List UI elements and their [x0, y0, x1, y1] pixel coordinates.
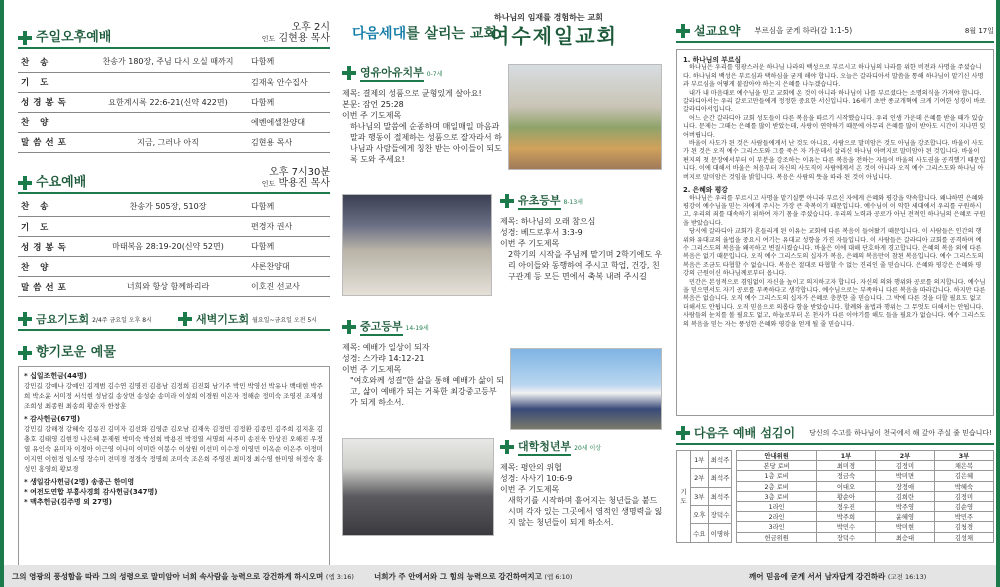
- order-item-label: 성경봉독: [18, 237, 88, 257]
- church-slogan: 하나님의 임재를 경험하는 교회: [494, 13, 603, 22]
- cross-icon: [676, 24, 690, 38]
- youth-bus-photo: [510, 348, 662, 430]
- prayer-person: 장덕수: [708, 505, 732, 523]
- church-motto: 다음세대를 살리는 교회: [352, 26, 498, 42]
- sunday-order-row: [18, 72, 330, 92]
- cross-icon: [342, 66, 356, 80]
- usher-col-header: 안내위원: [737, 451, 817, 461]
- dawn-prayer: 새벽기도회 월요일~금요일 오전 5시: [178, 311, 317, 327]
- usher-cell: 박혜숙: [934, 481, 993, 491]
- right-column: [676, 8, 994, 563]
- wednesday-service-order: [18, 197, 330, 298]
- order-item-detail: [88, 257, 248, 277]
- usher-row: [737, 491, 994, 501]
- sunday-service-title: 주일오후예배: [36, 30, 112, 45]
- footer-verse-2: 너희가 주 안에서와 그 힘의 능력으로 강건하여지고 (엡 6:10): [374, 571, 573, 581]
- next-week-servers-header: 다음주 예배 섬김이 당신의 수고를 하나님이 천국에서 해 갚아 주실 줄 믿습니다!: [676, 424, 994, 445]
- wednesday-order-row: [18, 237, 330, 257]
- usher-cell: 박민수: [816, 522, 875, 532]
- offering-header: 향기로운 예물: [18, 341, 330, 362]
- cross-icon: [342, 320, 356, 334]
- order-item-detail: [88, 217, 248, 237]
- usher-cell: 최승대: [875, 532, 934, 542]
- sermon-date: 8월 17일: [964, 26, 994, 35]
- order-item-detail: [88, 112, 248, 132]
- thanks-names: 강민길 강해경 강혜숙 김동진 김미자 김선화 김영준 김오남 김재욱 김정민 김정환 김종민 김주희 김지훈 김충호 김태영 김현정 나은혜 문제원 박미숙 박선희 박용진 박정열 서명희 서주미 송진욱 안상진 오해진 우정열 유인숙 윤미자 이경아 이근영 이나미 이미란 이봉수 이상원 이선미 이수정 이영민 이옥순 이은주 이정미 이지연 이현정 임소영 장수미 전미경 정경숙 정명희 조미숙 조은희 주영진 최미경 최수영 한미영 허정숙 홍성민 홍영희 황보경: [24, 425, 323, 473]
- cross-icon: [178, 312, 192, 326]
- sermon-title: 부르심을 굳게 하라(갈 1:1-5): [754, 26, 853, 35]
- order-item-label: 찬 송: [18, 52, 88, 72]
- masthead: [342, 8, 664, 48]
- order-item-label: 찬 양: [18, 112, 88, 132]
- wednesday-service-leader: 박용진 목사: [278, 177, 330, 189]
- usher-cell: 김성채: [934, 532, 993, 542]
- prayer-label: 기도: [677, 451, 691, 543]
- usher-cell: 이대오: [816, 481, 875, 491]
- order-item-person: 다함께: [248, 197, 330, 217]
- cross-icon: [500, 194, 514, 208]
- order-item-detail: 요한계시록 22:6-21(신약 422면): [88, 92, 248, 112]
- usher-col-header: 1부: [816, 451, 875, 461]
- usher-cell: 장덕수: [816, 532, 875, 542]
- order-item-person: 김재욱 안수집사: [248, 72, 330, 92]
- usher-cell: 정금숙: [816, 471, 875, 481]
- verse-footer: [4, 565, 996, 587]
- usher-cell: 김정미: [875, 461, 934, 471]
- sunday-order-row: [18, 92, 330, 112]
- usher-cell: 김정미: [934, 491, 993, 501]
- usher-row: [737, 481, 994, 491]
- cross-icon: [18, 176, 32, 190]
- order-item-person: 김현용 목사: [248, 132, 330, 152]
- middle-column: [342, 8, 664, 563]
- sunday-service-time: 오후 2시: [291, 22, 330, 33]
- cross-icon: [676, 426, 690, 440]
- dept-preschool: 영유아유치부 0-7세 제목: 결제의 성품으로 균형있게 살아요! 본문: 잠언 25:28 이번 주 기도제목 하나님의 말씀에 순종하며 매일매일 마음과 말과 행동이 절제하는 성품으로 잘자라서 하나님과 사람들에게 칭찬 받는 아이들이 되도록 도와 주세요!: [342, 58, 664, 188]
- prayer-person: 최석주: [708, 469, 732, 487]
- usher-cell: 윤혜영: [875, 512, 934, 522]
- order-item-person: 이호진 선교사: [248, 277, 330, 297]
- footer-verse-3: 깨어 믿음에 굳게 서서 남자답게 강건하라 (고전 16:13): [749, 571, 927, 581]
- cross-icon: [18, 346, 32, 360]
- sunday-service-leader: 김현용 목사: [278, 33, 330, 44]
- usher-cell: 정우진: [816, 501, 875, 511]
- usher-cell: 박주희: [816, 512, 875, 522]
- usher-cell: 3라인: [737, 522, 817, 532]
- dept-youth: 중고등부 14-19세 제목: 예배가 일상이 되자 성경: 스가랴 14:12-21 이번 주 기도제목 "여호와께 성결"한 삶을 통해 예배가 삶이 되고, 삶이 예배가 되는 거룩한 최강중고등부가 되게 하소서.: [342, 314, 664, 434]
- order-item-detail: 찬송가 180장, 주님 다시 오실 때까지: [88, 52, 248, 72]
- usher-cell: 박미현: [875, 522, 934, 532]
- tithe-names: 강민길 강예나 강예인 김계범 김수연 김명진 김용남 김정희 김진회 남기주 박민 박영선 박유나 백대현 박주희 박소윤 서미정 서석현 성남길 송상면 송성순 송미라 이성희 이경원 이은자 정해순 정미숙 조영진 조재성 조희성 최종원 최송희 황순자 한창훈: [24, 382, 323, 410]
- sunday-service-order: [18, 52, 330, 153]
- usher-row: [737, 501, 994, 511]
- prayer-person: 최석주: [708, 487, 732, 505]
- order-item-person: 다함께: [248, 237, 330, 257]
- usher-cell: 황순아: [816, 491, 875, 501]
- usher-cell: 1층 로비: [737, 471, 817, 481]
- order-item-detail: 마태복음 28:19-20(신약 52면): [88, 237, 248, 257]
- prayer-person: 이명하: [708, 524, 732, 542]
- sermon-summary: 1. 하나님의 부르심 하나님은 우리를 영광스러운 하나님 나라의 백성으로 부르시고 하나님의 나라를 위한 비전과 사명을 주셨습니다. 하나님의 백성은 부르심과 택하심을 굳게 해야 합니다. 오늘은 갈라디아서 말씀을 통해 하나님이 맡기신 사명과 부르심을 어떻게 붙잡아야 하는지 은혜를 나누겠습니다. 내가 내 마음대로 예수님을 믿고 교회에 온 것이 아니라 하나님이 나를 부르셨다는 소명의식을 가져야 합니다. 갈라디아서는 우리 갈로고만들에게 정정한 중요한 서신입니다. 16세기 초반 종교개혁에 크게 기여한 성경이 바로 갈라디아서입니다. 어느 순간 갈라디아 교회 성도들이 다른 복음을 따르기 시작했습니다. 우리 인생 가운데 은혜를 받을 때가 있습니다. 문제는 그때는 은혜를 많이 받았는데, 사랑이 연약하기 때문에 아무리 은혜를 많이 받아도 시간이 지나면 잊어버립니다. 바울이 사도가 된 것은 사람들에게서 난 것도 아니요, 사람으로 말미암은 것도 아님을 강조합니다. 바울이 사도가 된 것은 오직 예수 그리스도와 그를 죽은 자 가운데서 살리신 하나님 아버지로 말미암아 된 것입니다. 바울이 편지의 첫 문장에서부터 이 부분을 강조하는 이유는 다른 복음을 전하는 자들이 바울의 사도권을 공격했기 때문입니다. 이에 대해서 바울은 처음부터 자신의 사도직이 사람에게서 온 것이 아니라 오직 예수 그리스도와 하나님 아버지로 말미암은 것임을 밝힙니다. 복음은 사람의 뜻을 따라 된 것이 아닙니다. 2. 은혜와 평강 하나님은 우리를 부르시고 사명을 맡기실뿐 아니라 부르신 자에게 은혜와 평강을 약속합니다. 왜냐하면 은혜와 평강이 예수님을 믿는 자에게 주시는 가장 큰 축복이기 때문입니다. 예수님이 이 악한 세대에서 우리를 구원하시고, 우리의 죄를 대속하기 위하여 자기 몸을 주셨습니다. 우리의 노력과 공로가 아닌 전적인 하나님의 은혜로 구원을 받았습니다. 당시에 갈라디아 교회가 흔들리게 된 이유는 교회에 다른 복음이 들어왔기 때문입니다. 이 사람들은 인간의 행위와 유대교의 율법을 중요시 여기는 유대교 성향을 가진 자들입니다. 이 사람들은 갈라디아 교회를 공격하며 예수 그리스도의 복음을 왜곡하고 변질시켰습니다. 바울은 이에 대해 단호하게 경고합니다. 은혜의 복음 외에 다른 복음은 없기 때문입니다. 오직 예수 그리스도의 십자가 복음, 은혜의 복음만이 참된 복음입니다. 예수 그리스도의 복음은 조금도 타협할 수 없습니다. 복음은 절대로 타협할 수 없는 진리인 줄 믿습니다. 은혜와 평강은 은혜와 평강의 근원이신 하나님께로부터 옵니다. 민간은 본성적으로 겸임없이 자신을 높이고 의지하고자 합니다. 자신의 의와 행위와 공로를 의지합니다. 예수님을 믿으면서도 자기 공로를 부족하다고 생각합니다. 예수님으로는 부족하니 다른 복음을 따라갑니다. 하지만 다른 복음은 없습니다. 오직 예수 그리스도의 십자가 은혜로 충분한 줄 믿습니다. 그 박에 다른 것을 더할 필요도 없고 더해서도 안됩니다. 오직 믿음으로 의롭다 함을 받았습니다. 할례와 율법과 행위는 그 무엇도 더해서는 안됩니다. 사람들의 눈치를 볼 필요도 없고, 하늘로부터 온 천사가 다른 이야기를 해도 들을 필요가 없습니다. 예수 그리스도의 복음을 믿는 자는 풍성한 은혜와 평강을 얻게 될 줄 믿습니다.: [676, 49, 994, 416]
- usher-cell: 김희란: [875, 491, 934, 501]
- usher-cell: 1라인: [737, 501, 817, 511]
- elementary-photo: [342, 194, 492, 296]
- prayer-service: 2부: [691, 469, 709, 487]
- offering-list: * 십일조헌금(44명) 강민길 강예나 강예인 김계범 김수연 김명진 김용남 김정희 김진회 남기주 박민 박영선 박유나 백대현 박주희 박소윤 서미정 서석현 성남길 송상면 송성순 송미라 이성희 이경원 이은자 정해순 정미숙 조영진 조재성 조희성 최종원 최송희 황순자 한창훈 * 감사헌금(67명) 강민길 강해경 강혜숙 김동진 김미자 김선화 김영준 김오남 김재욱 김정민 김정환 김종민 김주희 김지훈 김충호 김태영 김현정 나은혜 문제원 박미숙 박선희 박용진 박정열 서명희 서주미 송진욱 안상진 오해진 우정열 유인숙 윤미자 이경아 이근영 이나미 이미란 이봉수 이상원 이선미 이수정 이영민 이옥순 이은주 이정미 이지연 이현정 임소영 장수미 전미경 정경숙 정명희 조미숙 조은희 주영진 최미경 최수영 한미영 허정숙 홍성민 홍영희 황보경 * 생일감사헌금(2명) 송종근 한미영 * 여전도연합 부흥사경회 감사헌금(347명) * 맥추헌금(김주명 외 27명): [18, 366, 330, 584]
- usher-cell: 헌금위원: [737, 532, 817, 542]
- wednesday-order-row: [18, 197, 330, 217]
- order-item-person: 편경자 권사: [248, 217, 330, 237]
- sunday-service-header: 주일오후예배 오후 2시 인도 김현용 목사: [18, 22, 330, 49]
- left-column: [18, 8, 330, 563]
- order-item-label: 기 도: [18, 217, 88, 237]
- young-adults-photo: [342, 438, 494, 536]
- dept-elementary: 유초등부 8-13세 제목: 하나님의 오래 참으심 성경: 베드로후서 3:3-9 이번 주 기도제목 2학기의 시작을 주님께 맡기며 2학기에도 우리 아이들와 동행하여 주시고 학업, 건강, 친구관계 등 모든 면에서 축복 내려 주시길: [342, 184, 664, 304]
- wednesday-service-time: 오후 7시30분: [269, 166, 330, 178]
- order-item-detail: 찬송가 505장, 510장: [88, 197, 248, 217]
- usher-cell: 박주영: [875, 501, 934, 511]
- footer-verse-1: 그의 영광의 풍성함을 따라 그의 성령으로 말미암아 너희 속사람을 능력으로 강건하게 하시오며 (엡 3:16): [12, 571, 354, 581]
- order-item-label: 성경봉독: [18, 92, 88, 112]
- usher-cell: 3층 로비: [737, 491, 817, 501]
- usher-col-header: 3부: [934, 451, 993, 461]
- dept-young-adults: 대학청년부 20세 이상 제목: 평안의 위협 성경: 사사기 10:6-9 이번 주 기도제목 새학기를 시작하며 흩어지는 청년들을 붙드시며 각자 있는 그곳에서 영적인 생명력을 잃지 않는 청년들이 되게 하소서.: [342, 434, 664, 564]
- order-item-label: 말씀선포: [18, 277, 88, 297]
- usher-cell: 2라인: [737, 512, 817, 522]
- order-item-detail: 지금, 그러나 아직: [88, 132, 248, 152]
- prayer-service: 3부: [691, 487, 709, 505]
- usher-cell: 박민주: [934, 512, 993, 522]
- usher-cell: 2층 로비: [737, 481, 817, 491]
- usher-cell: 본당 로비: [737, 461, 817, 471]
- order-item-label: 찬 송: [18, 197, 88, 217]
- cross-icon: [500, 440, 514, 454]
- usher-row: [737, 471, 994, 481]
- usher-cell: 박미면: [875, 471, 934, 481]
- sunday-order-row: [18, 132, 330, 152]
- usher-row: [737, 532, 994, 542]
- sermon-header: 설교요약 부르심을 굳게 하라(갈 1:1-5) 8월 17일: [676, 22, 994, 43]
- order-item-person: 다함께: [248, 52, 330, 72]
- prayer-person: 최석주: [708, 451, 732, 469]
- order-item-person: 다함께: [248, 92, 330, 112]
- order-item-person: 샤론찬양대: [248, 257, 330, 277]
- prayer-service: 1부: [691, 451, 709, 469]
- wednesday-order-row: [18, 257, 330, 277]
- wednesday-order-row: [18, 217, 330, 237]
- usher-row: [737, 512, 994, 522]
- order-item-detail: 너희와 항상 함께하리라: [88, 277, 248, 297]
- friday-prayer: 금요기도회 2/4주 금요일 오후 8시: [18, 311, 178, 327]
- usher-cell: 최미경: [816, 461, 875, 471]
- wednesday-order-row: [18, 277, 330, 297]
- sunday-order-row: [18, 52, 330, 72]
- usher-cell: 장정애: [875, 481, 934, 491]
- wednesday-service-title: 수요예배: [36, 174, 87, 190]
- order-item-label: 기 도: [18, 72, 88, 92]
- order-item-person: 에벤에셀찬양대: [248, 112, 330, 132]
- order-item-detail: [88, 72, 248, 92]
- prayer-service: 오후: [691, 505, 709, 523]
- usher-cell: 채은복: [934, 461, 993, 471]
- church-name: 여수제일교회: [490, 24, 618, 48]
- cross-icon: [18, 31, 32, 45]
- ushers-table: [736, 450, 994, 543]
- order-item-label: 찬 양: [18, 257, 88, 277]
- wednesday-service-header: 수요예배 오후 7시30분 인도 박용진 목사: [18, 167, 330, 194]
- prayer-service: 수요: [691, 524, 709, 542]
- prayer-leaders-table: [676, 450, 732, 543]
- usher-cell: 김청경: [934, 522, 993, 532]
- usher-col-header: 2부: [875, 451, 934, 461]
- order-item-label: 말씀선포: [18, 132, 88, 152]
- sunday-order-row: [18, 112, 330, 132]
- preschool-group-photo: [508, 64, 662, 170]
- usher-cell: 김순영: [934, 501, 993, 511]
- prayer-row: [677, 451, 732, 469]
- usher-cell: 김은혜: [934, 471, 993, 481]
- usher-row: [737, 461, 994, 471]
- usher-row: [737, 522, 994, 532]
- cross-icon: [18, 312, 32, 326]
